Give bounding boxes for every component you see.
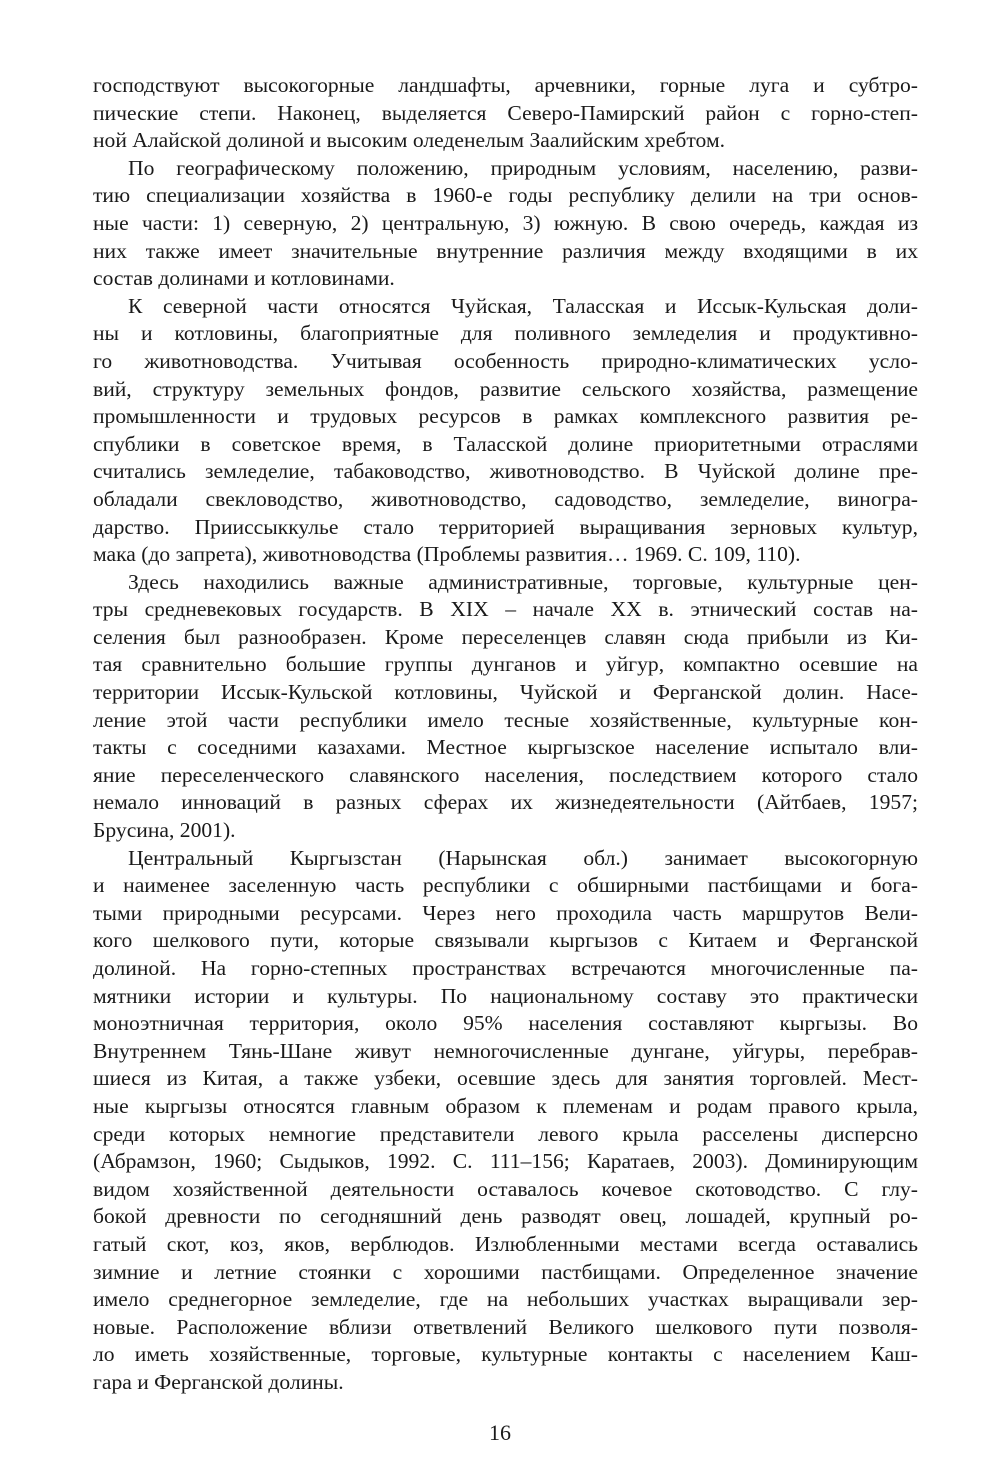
page-body [93,72,918,1397]
text-line: Центральный Кыргызстан (Нарынская обл.) занимает высокогорную [128,845,918,870]
text-line: имело среднегорное земледелие, где на небольших участках выращивали зер- [93,1287,918,1312]
text-line: (Абрамзон, 1960; Сыдыков, 1992. С. 111–156; Каратаев, 2003). Доминирующим [93,1149,918,1174]
text-line: Здесь находились важные административные, торговые, культурные цен- [128,569,918,594]
paragraph-3 [93,293,918,569]
paragraph-5 [93,845,918,1397]
text-line: дарство. Прииссыккулье стало территорией выращивания зерновых культур, [93,514,918,539]
text-line: территории Иссык-Кульской котловины, Чуйской и Ферганской долин. Насе- [93,680,918,705]
page-number: 16 [489,1420,511,1445]
text-line: По географическому положению, природным условиям, населению, разви- [128,155,918,180]
text-line: видом хозяйственной деятельности оставалось кочевое скотоводство. С глу- [93,1176,918,1201]
text-line: ло иметь хозяйственные, торговые, культурные контакты с населением Каш- [93,1342,918,1367]
text-line: К северной части относятся Чуйская, Таласская и Иссык-Кульская доли- [128,293,918,318]
text-line: среди которых немногие представители левого крыла расселены дисперсно [93,1121,918,1146]
text-line: пические степи. Наконец, выделяется Северо-Памирский район с горно-степ- [93,100,918,125]
text-line: селения был разнообразен. Кроме переселенцев славян сюда прибыли из Ки- [93,624,918,649]
text-line: состав долинами и котловинами. [93,266,395,291]
text-line: новые. Расположение вблизи ответвлений Великого шелкового пути позволя- [93,1314,918,1339]
text-line: ны и котловины, благоприятные для поливного земледелия и продуктивно- [93,321,918,346]
text-line: немало инноваций в разных сферах их жизнедеятельности (Айтбаев, 1957; [93,790,918,815]
text-line: тыми природными ресурсами. Через него проходила часть маршрутов Вели- [93,900,918,925]
text-line: такты с соседними казахами. Местное кыргызское население испытало вли- [93,735,918,760]
text-line: них также имеет значительные внутренние различия между входящими в их [93,238,918,263]
text-line: ной Алайской долиной и высоким оледенелым Заалийским хребтом. [93,128,726,153]
text-line: моноэтничная территория, около 95% населения составляют кыргызы. Во [93,1011,918,1036]
text-line: шиеся из Китая, а также узбеки, осевшие здесь для занятия торговлей. Мест- [93,1066,918,1091]
text-line: господствуют высокогорные ландшафты, арчевники, горные луга и субтро- [93,73,918,97]
paragraph-2 [93,155,918,293]
text-line: зимние и летние стоянки с хорошими пастбищами. Определенное значение [93,1259,918,1284]
text-line: гатый скот, коз, яков, верблюдов. Излюбленными местами всегда оставались [93,1231,918,1256]
text-line: тию специализации хозяйства в 1960-е годы республику делили на три основ- [93,183,918,208]
text-line: ные части: 1) северную, 2) центральную, 3) южную. В свою очередь, каждая из [93,210,918,235]
text-line: промышленности и трудовых ресурсов в рамках комплексного развития ре- [93,404,918,429]
text-line: яние переселенческого славянского населения, последствием которого стало [93,762,918,787]
text-line: кого шелкового пути, которые связывали кыргызов с Китаем и Ферганской [93,928,918,953]
text-line: Брусина, 2001). [93,818,236,843]
text-line: тры средневековых государств. В XIX – начале XX в. этнический состав на- [93,597,918,622]
text-line: спублики в советское время, в Таласской долине приоритетными отраслями [93,431,918,456]
text-line: ление этой части республики имело тесные хозяйственные, культурные кон- [93,707,918,732]
text-line: и наименее заселенную часть республики с обширными пастбищами и бога- [93,873,918,898]
paragraph-4 [93,569,918,845]
text-line: обладали свекловодство, животноводство, садоводство, земледелие, виногра- [93,486,918,511]
text-line: долиной. На горно-степных пространствах встречаются многочисленные па- [93,956,918,980]
text-line: мака (до запрета), животноводства (Проблемы развития… 1969. С. 109, 110). [93,542,801,567]
text-line: бокой древности по сегодняшний день разводят овец, лошадей, крупный ро- [93,1204,918,1229]
text-line: мятники истории и культуры. По национальному составу это практически [93,983,918,1008]
text-line: считались земледелие, табаководство, животноводство. В Чуйской долине пре- [93,459,918,484]
paragraph-1 [93,72,918,155]
text-line: гара и Ферганской долины. [93,1369,344,1394]
text-line: тая сравнительно большие группы дунганов и уйгур, компактно осевшие на [93,652,918,677]
text-line: ные кыргызы относятся главным образом к племенам и родам правого крыла, [93,1093,918,1118]
text-line: го животноводства. Учитывая особенность природно-климатических усло- [93,348,918,373]
text-line: Внутреннем Тянь-Шане живут немногочисленные дунгане, уйгуры, перебрав- [93,1038,918,1063]
text-line: вий, структуру земельных фондов, развитие сельского хозяйства, размещение [93,376,918,401]
